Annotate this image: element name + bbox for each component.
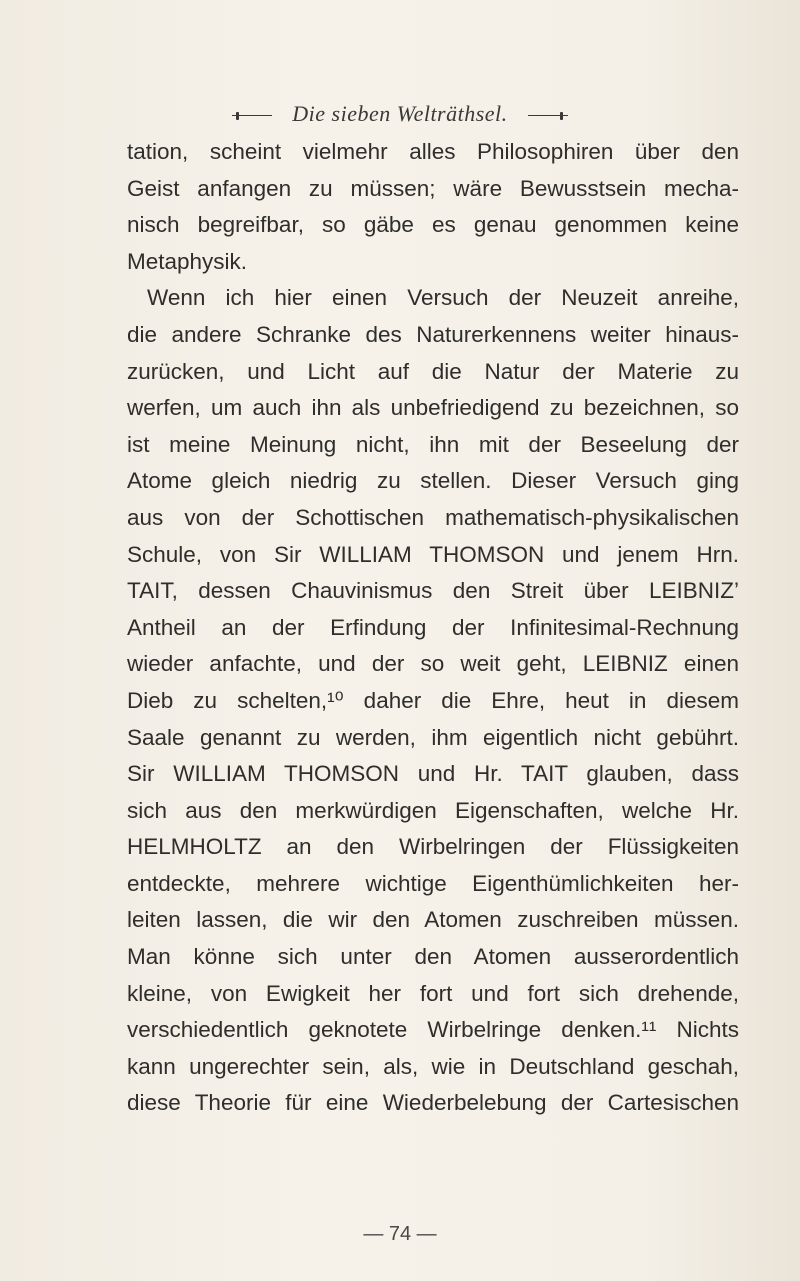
left-ornament-icon xyxy=(232,111,272,121)
text-line: kann ungerechter sein, als, wie in Deutschland geschah, xyxy=(127,1053,739,1079)
text-line: sich aus den merkwürdigen Eigenschaften, welche Hr. xyxy=(127,797,739,823)
running-head-title: Die sieben Welträthsel. xyxy=(292,101,508,126)
text-line: Wenn ich hier einen Versuch der Neuzeit anreihe, xyxy=(147,285,739,311)
text-line: Sir WILLIAM THOMSON und Hr. TAIT glauben, dass xyxy=(127,761,739,787)
text-line: leiten lassen, die wir den Atomen zuschreiben müssen. xyxy=(127,907,739,933)
text-line: Metaphysik. xyxy=(127,248,248,274)
text-line: Man könne sich unter den Atomen ausserordentlich xyxy=(127,944,739,970)
text-line: diese Theorie für eine Wiederbelebung der Cartesischen xyxy=(127,1090,739,1116)
running-head xyxy=(0,101,800,135)
text-line: ist meine Meinung nicht, ihn mit der Beseelung der xyxy=(127,431,739,457)
text-line: Saale genannt zu werden, ihm eigentlich nicht gebührt. xyxy=(127,724,739,750)
text-line: wieder anfachte, und der so weit geht, LEIBNIZ einen xyxy=(127,651,739,677)
text-line: werfen, um auch ihn als unbefriedigend zu bezeichnen, so xyxy=(127,395,739,421)
text-line: TAIT, dessen Chauvinismus den Streit über LEIBNIZ’ xyxy=(127,578,739,604)
text-line: Dieb zu schelten,¹⁰ daher die Ehre, heut in diesem xyxy=(127,687,739,713)
right-ornament-icon xyxy=(528,111,568,121)
text-line: Antheil an der Erfindung der Infinitesimal-Rechnung xyxy=(127,614,739,640)
text-line: Schule, von Sir WILLIAM THOMSON und jenem Hrn. xyxy=(127,541,739,567)
text-line: tation, scheint vielmehr alles Philosophiren über den xyxy=(127,139,739,164)
page-number: — 74 — xyxy=(363,1223,437,1245)
text-line: HELMHOLTZ an den Wirbelringen der Flüssigkeiten xyxy=(127,834,739,860)
text-line: nisch begreifbar, so gäbe es genau genommen keine xyxy=(127,212,739,238)
text-line: zurücken, und Licht auf die Natur der Materie zu xyxy=(127,358,739,384)
body-text xyxy=(127,134,739,1122)
text-line: entdeckte, mehrere wichtige Eigenthümlichkeiten her- xyxy=(127,870,739,896)
text-line: die andere Schranke des Naturerkennens weiter hinaus- xyxy=(127,321,739,347)
text-line: aus von der Schottischen mathematisch-physikalischen xyxy=(127,504,739,530)
text-line: Geist anfangen zu müssen; wäre Bewusstsein mecha- xyxy=(127,175,739,201)
text-line: kleine, von Ewigkeit her fort und fort sich drehende, xyxy=(127,980,739,1006)
text-line: verschiedentlich geknotete Wirbelringe denken.¹¹ Nichts xyxy=(127,1017,739,1043)
text-line: Atome gleich niedrig zu stellen. Dieser Versuch ging xyxy=(127,468,739,494)
